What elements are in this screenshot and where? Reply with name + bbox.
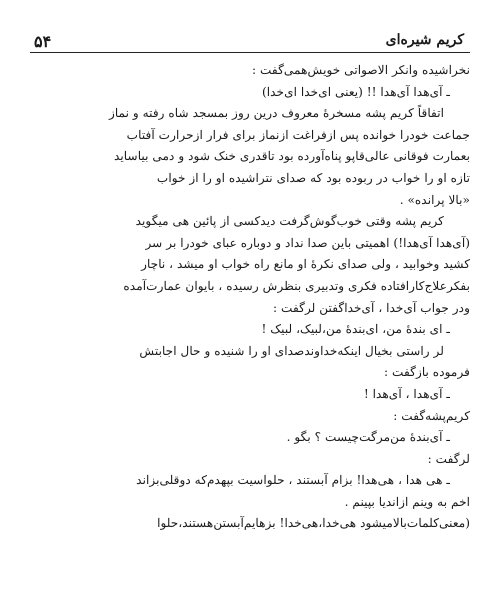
paragraph-first-line: کریم پشه وقتی خوب‌گوش‌گرفت دیدکسی از پائین هی میگوید <box>135 214 444 229</box>
text-line: (آی‌هدا آی‌هدا!) اهمیتی باین صدا نداد و دوباره عبای خودرا بر سر <box>145 235 470 250</box>
dialogue-line: ـ آی‌هدا آی‌هدا !! (یعنی ای‌خدا ای‌خدا) <box>262 84 450 99</box>
paragraph-first-line: اتفاقاً کریم پشه مسخرهٔ معروف درین روز بمسجد شاه رفته و نماز <box>108 106 444 121</box>
header-divider <box>30 52 470 53</box>
text-line: کشید وخوابید ، ولی صدای نکرهٔ او مانع راه خواب او میشد ، ناچار <box>141 257 470 272</box>
text-line: فرموده بازگفت : <box>384 365 470 380</box>
text-line: تازه او را خواب در ربوده بود که صدای نتراشیده او را از خواب <box>156 170 470 185</box>
body-text <box>30 60 470 535</box>
speaker-line: لرگفت : <box>427 451 470 466</box>
running-title: کریم شیره‌ای <box>385 32 464 48</box>
text-line: اخم به وینم ازاندیا بپینم . <box>344 494 470 509</box>
text-line: بفکرعلاج‌کارافتاده فکری وتدبیری بنظرش رسیده ، بایوان عمارت‌آمده <box>123 278 470 293</box>
text-line: جماعت خودرا خوانده پس ازفراغت ازنماز برای فرار ازحرارت آفتاب <box>126 127 470 142</box>
text-line: (معنی‌کلمات‌بالامیشود هی‌خدا،هی‌خدا! بزهایم‌آبستن‌هستند،حلوا <box>157 516 470 531</box>
page-header <box>30 30 470 52</box>
dialogue-line: ـ هی هدا ، هی‌هدا! بزام آبستند ، حلواسیت بپهدم‌که دوقلی‌بزاند <box>136 473 450 488</box>
text-line: بعمارت فوقانی عالی‌قاپو پناه‌آورده بود تاقدری خنک شود و دمی بیاساید <box>114 149 470 164</box>
text-line: نخراشیده وانکر الاصواتی خویش‌همی‌گفت : <box>251 63 470 77</box>
text-line: ودر جواب آی‌خدا ، آی‌خداگفتن لرگفت : <box>273 300 470 315</box>
dialogue-line: ـ آی‌بندهٔ من‌مرگت‌چیست ؟ بگو . <box>286 430 450 445</box>
page-number: ۵۴ <box>34 32 52 51</box>
text-line: «بالا پرانده» . <box>399 192 470 207</box>
dialogue-line: ـ آی‌هدا ، آی‌هدا ! <box>363 386 450 401</box>
speaker-line: کریم‌پشه‌گفت : <box>393 408 470 423</box>
dialogue-line: ـ ای بندهٔ من، ای‌بندهٔ من،لبیک، لبیک ! <box>261 322 450 337</box>
paragraph-first-line: لر راستی بخیال اینکه‌خداوندصدای او را شنیده و حال اجابتش <box>139 343 444 358</box>
